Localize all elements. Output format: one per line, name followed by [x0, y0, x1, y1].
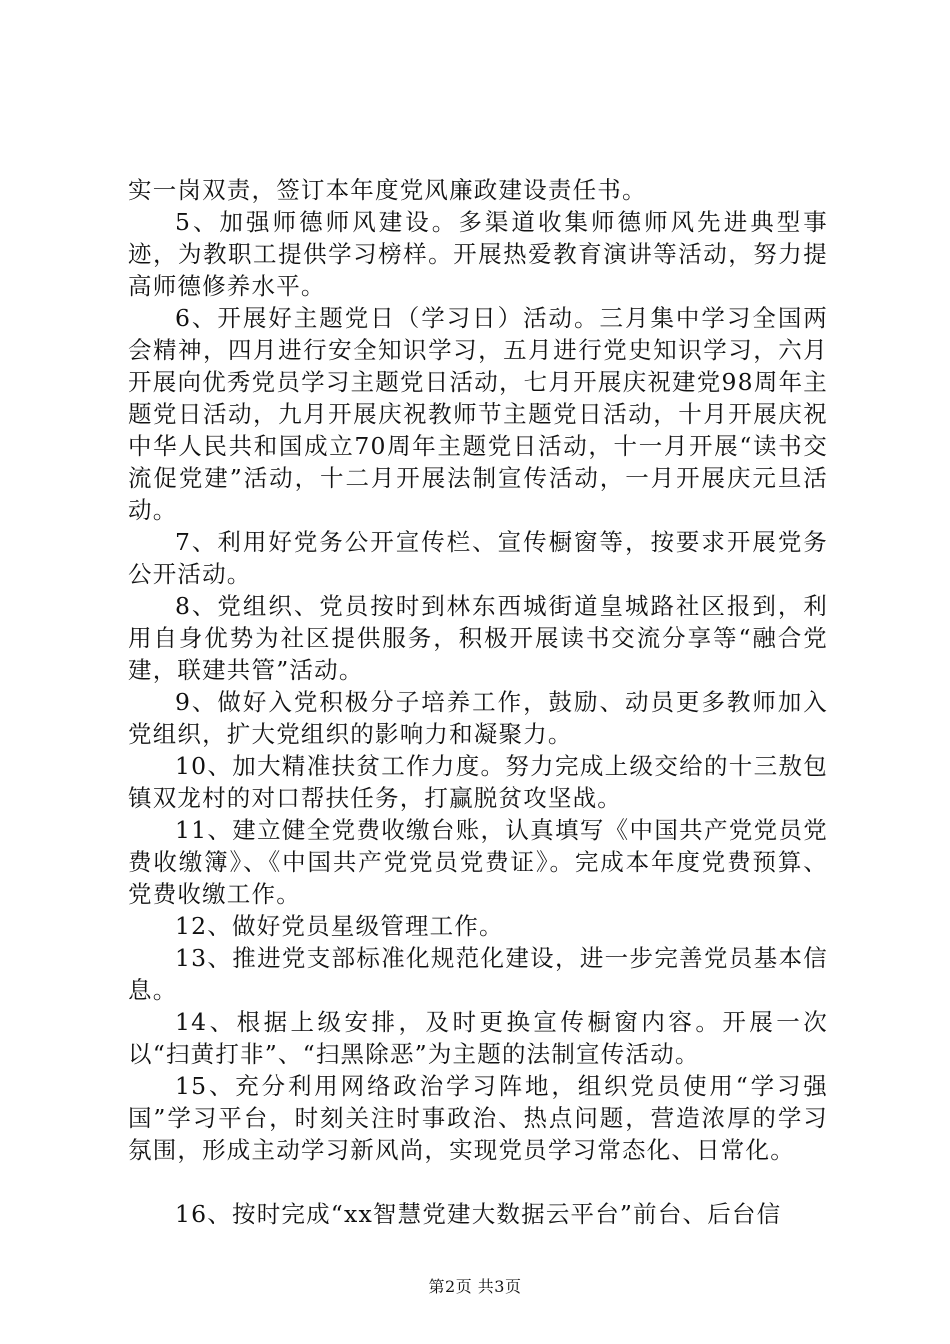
paragraph-item-6: 6、开展好主题党日（学习日）活动。三月集中学习全国两会精神，四月进行安全知识学习，五月进行党史知识学习，六月开展向优秀党员学习主题党日活动，七月开展庆祝建党98周年主题党日活动，九月开展庆祝教师节主题党日活动，十月开展庆祝中华人民共和国成立70周年主题党日活动，十一月开展“读书交流促党建”活动，十二月开展法制宣传活动，一月开展庆元旦活动。: [128, 304, 828, 524]
paragraph-item-14: 14、根据上级安排，及时更换宣传橱窗内容。开展一次以“扫黄打非”、“扫黑除恶”为主题的法制宣传活动。: [128, 1008, 828, 1068]
paragraph-item-12: 12、做好党员星级管理工作。: [175, 912, 504, 940]
paragraph-item-15: 15、充分利用网络政治学习阵地，组织党员使用“学习强国”学习平台，时刻关注时事政治、热点问题，营造浓厚的学习氛围，形成主动学习新风尚，实现党员学习常态化、日常化。: [128, 1072, 828, 1164]
page-number-footer: 第2页 共3页: [428, 1277, 522, 1296]
paragraph-item-9: 9、做好入党积极分子培养工作，鼓励、动员更多教师加入党组织，扩大党组织的影响力和凝聚力。: [128, 688, 828, 748]
paragraph-item-13: 13、推进党支部标准化规范化建设，进一步完善党员基本信息。: [128, 944, 828, 1004]
paragraph-item-11: 11、建立健全党费收缴台账，认真填写《中国共产党党员党费收缴簿》、《中国共产党党员党费证》。完成本年度党费预算、党费收缴工作。: [128, 816, 828, 908]
paragraph-item-8: 8、党组织、党员按时到林东西城街道皇城路社区报到，利用自身优势为社区提供服务，积极开展读书交流分享等“融合党建，联建共管”活动。: [128, 592, 828, 684]
paragraph-item-7: 7、利用好党务公开宣传栏、宣传橱窗等，按要求开展党务公开活动。: [128, 528, 828, 588]
paragraph-item-10: 10、加大精准扶贫工作力度。努力完成上级交给的十三敖包镇双龙村的对口帮扶任务，打赢脱贫攻坚战。: [128, 752, 828, 812]
paragraph-continuation: 实一岗双责，签订本年度党风廉政建设责任书。: [128, 176, 647, 204]
paragraph-item-16: 16、按时完成“xx智慧党建大数据云平台”前台、后台信: [175, 1200, 782, 1228]
document-body: [128, 174, 828, 1230]
paragraph-item-5: 5、加强师德师风建设。多渠道收集师德师风先进典型事迹，为教职工提供学习榜样。开展热爱教育演讲等活动，努力提高师德修养水平。: [128, 208, 828, 300]
